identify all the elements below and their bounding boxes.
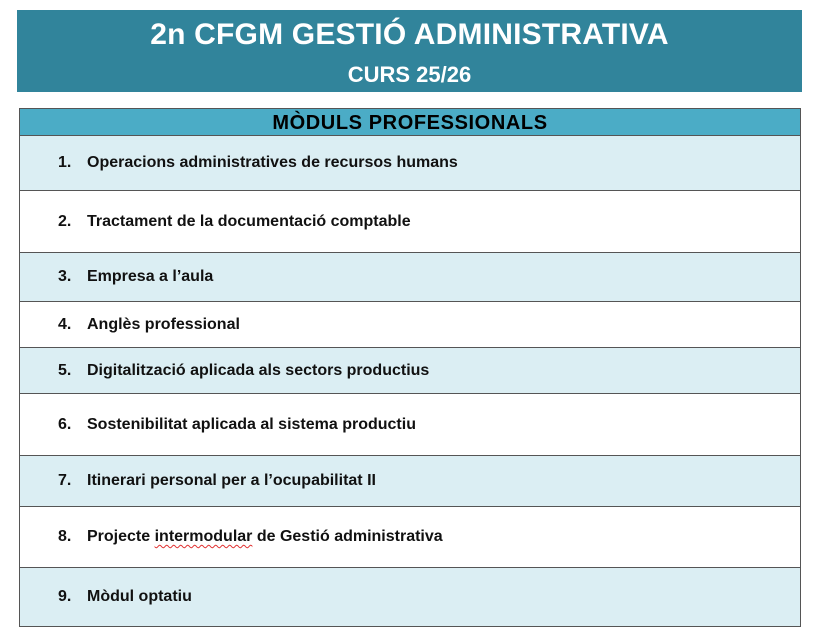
module-name: Sostenibilitat aplicada al sistema productiu (87, 415, 416, 433)
table-row (20, 507, 800, 568)
row-number: 8. (58, 528, 72, 545)
table-row (20, 253, 800, 302)
module-name: Digitalització aplicada als sectors productius (87, 361, 430, 379)
spellcheck-flagged-word: intermodular (154, 528, 253, 545)
table-row (20, 302, 800, 348)
module-name-end: de Gestió administrativa (252, 528, 443, 545)
modules-table (19, 108, 801, 627)
row-number: 9. (58, 588, 72, 605)
row-number: 6. (58, 415, 72, 433)
module-name: Itinerari personal per a l’ocupabilitat II (87, 472, 376, 489)
row-number: 3. (58, 268, 72, 285)
table-row (20, 191, 800, 253)
module-name: Empresa a l’aula (87, 268, 214, 285)
row-number: 1. (58, 154, 72, 171)
page-title: 2n CFGM GESTIÓ ADMINISTRATIVA (150, 18, 669, 51)
module-name: Mòdul optatiu (87, 588, 192, 605)
row-number: 5. (58, 361, 72, 379)
row-number: 4. (58, 315, 72, 333)
table-row (20, 568, 800, 626)
table-row (20, 394, 800, 456)
module-name (87, 528, 443, 546)
module-name: Operacions administratives de recursos humans (87, 154, 458, 171)
table-row (20, 136, 800, 191)
module-name: Tractament de la documentació comptable (87, 212, 411, 230)
course-year: CURS 25/26 (347, 62, 472, 87)
table-row (20, 456, 800, 507)
row-number: 2. (58, 212, 72, 230)
table-row (20, 348, 800, 394)
module-name: Anglès professional (87, 315, 240, 333)
row-number: 7. (58, 472, 72, 489)
title-banner (17, 10, 802, 92)
table-heading: MÒDULS PROFESSIONALS (20, 109, 800, 136)
module-name-start: Projecte (87, 528, 155, 545)
